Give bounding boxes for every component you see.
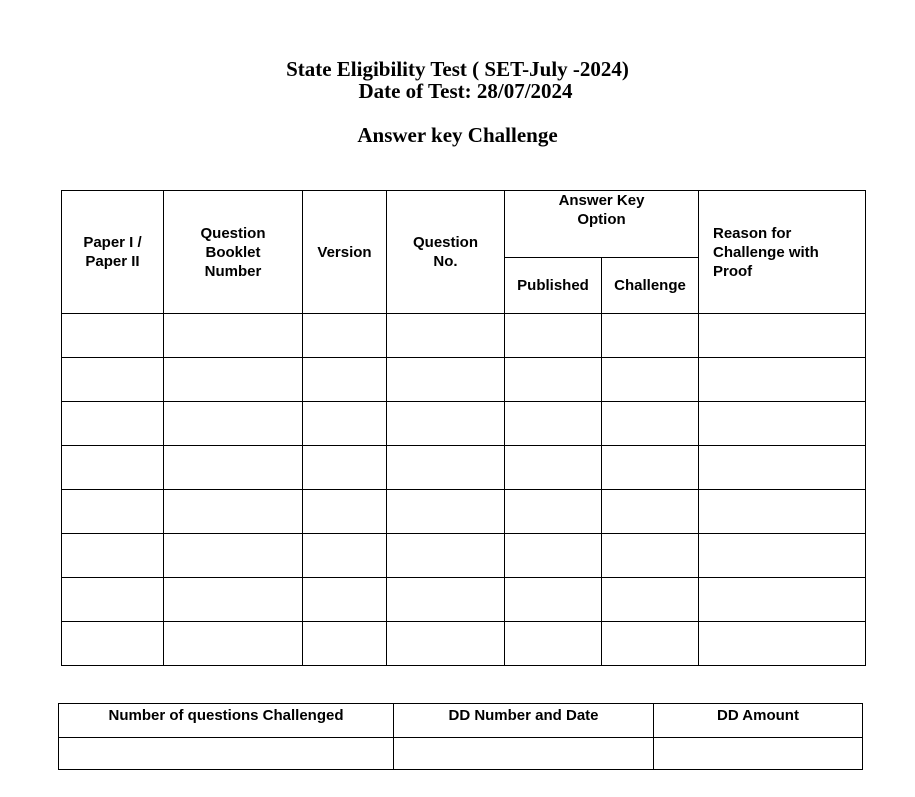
col-header-num-challenged: Number of questions Challenged (59, 704, 394, 738)
table-cell[interactable] (699, 446, 866, 490)
table-cell[interactable] (505, 446, 602, 490)
table-cell[interactable] (164, 402, 303, 446)
table-row (62, 446, 866, 490)
table-cell[interactable] (164, 578, 303, 622)
table-cell[interactable] (602, 358, 699, 402)
table-cell[interactable] (164, 358, 303, 402)
col-header-booklet-number: Question Booklet Number (164, 191, 303, 314)
table-cell[interactable] (505, 490, 602, 534)
table-cell[interactable] (505, 534, 602, 578)
col-header-dd-amount: DD Amount (654, 704, 863, 738)
payment-details-table (58, 703, 863, 770)
table-cell[interactable] (699, 314, 866, 358)
dd-number-date-cell[interactable] (394, 738, 654, 770)
table-cell[interactable] (303, 402, 387, 446)
table-cell[interactable] (303, 622, 387, 666)
table-cell[interactable] (303, 446, 387, 490)
table-row (59, 738, 863, 770)
table-cell[interactable] (602, 490, 699, 534)
table-cell[interactable] (602, 622, 699, 666)
table-cell[interactable] (62, 314, 164, 358)
table-row (62, 402, 866, 446)
table-cell[interactable] (62, 358, 164, 402)
table-cell[interactable] (699, 578, 866, 622)
col-header-question-no: Question No. (387, 191, 505, 314)
table-cell[interactable] (303, 534, 387, 578)
col-header-published: Published (505, 258, 602, 314)
table-cell[interactable] (602, 314, 699, 358)
table-cell[interactable] (387, 446, 505, 490)
table-cell[interactable] (699, 622, 866, 666)
table-cell[interactable] (505, 314, 602, 358)
col-header-dd-number-date: DD Number and Date (394, 704, 654, 738)
table-cell[interactable] (62, 490, 164, 534)
table-cell[interactable] (505, 578, 602, 622)
table-cell[interactable] (602, 402, 699, 446)
table-row (62, 622, 866, 666)
col-header-paper: Paper I / Paper II (62, 191, 164, 314)
col-header-reason: Reason for Challenge with Proof (699, 191, 866, 314)
table-cell[interactable] (505, 402, 602, 446)
table-cell[interactable] (164, 622, 303, 666)
test-date: Date of Test: 28/07/2024 (358, 79, 573, 103)
table-cell[interactable] (387, 402, 505, 446)
table-cell[interactable] (303, 314, 387, 358)
document-subtitle: Answer key Challenge (357, 123, 558, 147)
table-row (62, 490, 866, 534)
table-row (62, 358, 866, 402)
table-cell[interactable] (699, 490, 866, 534)
table-cell[interactable] (387, 578, 505, 622)
table-cell[interactable] (602, 534, 699, 578)
table-cell[interactable] (62, 578, 164, 622)
table-row (62, 534, 866, 578)
table-cell[interactable] (62, 534, 164, 578)
table-cell[interactable] (303, 358, 387, 402)
table-cell[interactable] (164, 446, 303, 490)
table-cell[interactable] (387, 314, 505, 358)
table-cell[interactable] (303, 490, 387, 534)
table-cell[interactable] (699, 402, 866, 446)
table-row (62, 578, 866, 622)
col-header-challenge: Challenge (602, 258, 699, 314)
table-cell[interactable] (699, 534, 866, 578)
table-cell[interactable] (164, 314, 303, 358)
col-header-version: Version (303, 191, 387, 314)
document-title: State Eligibility Test ( SET-July -2024) (286, 57, 629, 81)
table-cell[interactable] (505, 622, 602, 666)
table-cell[interactable] (602, 446, 699, 490)
table-cell[interactable] (387, 622, 505, 666)
table-cell[interactable] (62, 622, 164, 666)
table-cell[interactable] (62, 446, 164, 490)
col-header-answer-key-option: Answer Key Option (505, 191, 699, 258)
num-challenged-cell[interactable] (59, 738, 394, 770)
table-cell[interactable] (387, 534, 505, 578)
table-cell[interactable] (164, 490, 303, 534)
table-cell[interactable] (505, 358, 602, 402)
answer-key-challenge-table (61, 190, 866, 666)
table-cell[interactable] (602, 578, 699, 622)
table-cell[interactable] (699, 358, 866, 402)
table-cell[interactable] (387, 358, 505, 402)
table-row (62, 314, 866, 358)
table-cell[interactable] (387, 490, 505, 534)
table-cell[interactable] (303, 578, 387, 622)
table-cell[interactable] (62, 402, 164, 446)
table-cell[interactable] (164, 534, 303, 578)
dd-amount-cell[interactable] (654, 738, 863, 770)
